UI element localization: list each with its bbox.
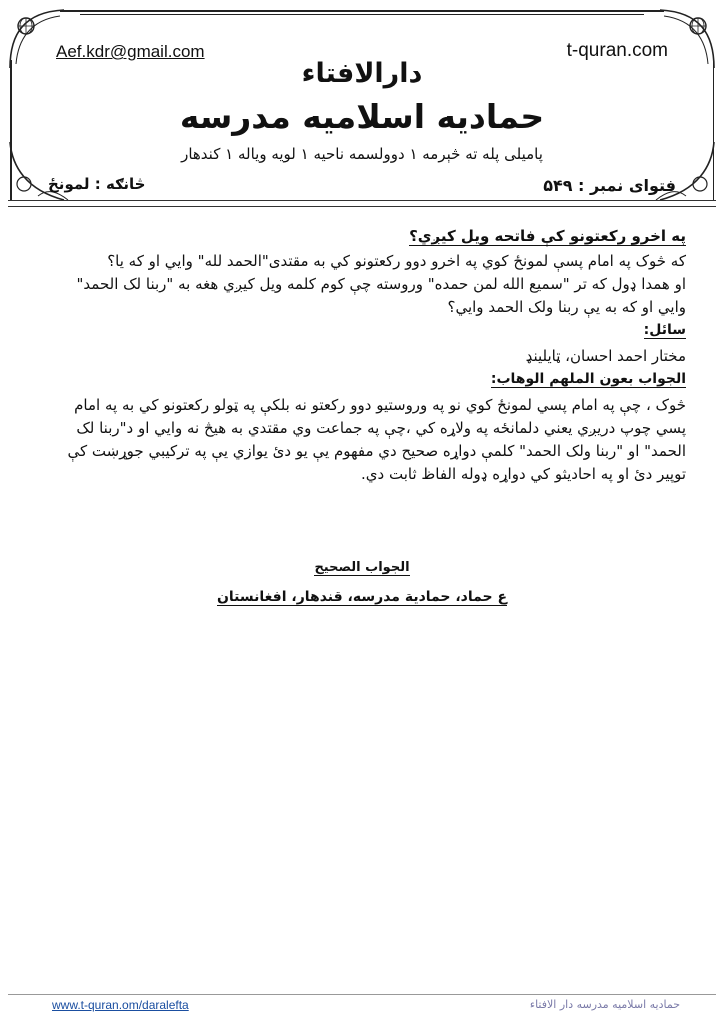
footer-rule (8, 994, 716, 995)
signature-block (0, 556, 724, 606)
question-line-3: وایي او که به یې ربنا ولک الحمد وایي؟ (447, 298, 686, 316)
asker-label: سائل: (643, 322, 686, 338)
email-address[interactable]: Aef.kdr@gmail.com (56, 42, 205, 61)
answer-line-3: الحمد" او "ربنا ولک الحمد" کلمې دواړه صحیح دي مفهوم یې یو دئ یوازي یې په ترکیبي جوړښت کې (67, 442, 686, 460)
answer-line-4: توپیر دئ او په احادیثو کي دواړه ډوله الفاظ ثابت دي. (361, 465, 686, 483)
frame-top-line-inner (80, 14, 644, 15)
title-darul-ifta: دارالافتاء (301, 58, 423, 89)
fatwa-number: فتوای نمبر : ۵۴۹ (543, 176, 676, 195)
address-line: پامیلی پله ته څېرمه ۱ دوولسمه ناحیه ۱ لویه ویاله ۱ کندهار (181, 145, 543, 163)
question-title: په اخرو رکعتونو کې فاتحه ویل کیږي؟ (409, 227, 686, 245)
footer-right-text: حمادیه اسلامیه مدرسه دار الافتاء (529, 998, 680, 1011)
signature-name: ع حماد، حمادیة مدرسه، قندهار، افغانستان (216, 589, 508, 605)
answer-heading: الجواب بعون الملهم الوهاب: (490, 371, 686, 387)
footer-url[interactable]: www.t-quran.om/daralefta (52, 998, 189, 1012)
frame-top-line (60, 10, 664, 12)
question-line-1: که څوک په امام پسې لمونځ کوي په اخرو دوو رکعتونو کي به مقتدی"الحمد لله" وایي او که یا؟ (107, 252, 686, 270)
website-name: t-quran.com (566, 40, 668, 61)
answer-line-2: پسي چوپ دریږي یعني دلمانځه په ولاړه کي ،چې په جماعت وي مقتدي به هیڅ نه وایي او د"ربنا لک (76, 419, 686, 437)
header-rule (8, 200, 716, 201)
question-line-2: او همدا ډول که تر "سمیع الله لمن حمده" وروسته چې کوم کلمه ویل کیږي هغه به "ربنا لک الحمد" (76, 275, 686, 293)
category-label: څانګه : لمونځ (48, 175, 146, 193)
title-madrasa: حمادیه اسلامیه مدرسه (179, 97, 545, 136)
asker-name: مختار احمد احسان، ټایلینډ (525, 347, 686, 365)
question-block (36, 226, 686, 486)
answer-line-1: څوک ، چې په امام پسي لمونځ کوي نو په وروستیو دوو رکعتو نه بلکې په ټولو رکعتونو کي به په امام (74, 396, 686, 414)
header-rule-2 (8, 206, 716, 207)
signature-heading: الجواب الصحیح (314, 560, 410, 575)
